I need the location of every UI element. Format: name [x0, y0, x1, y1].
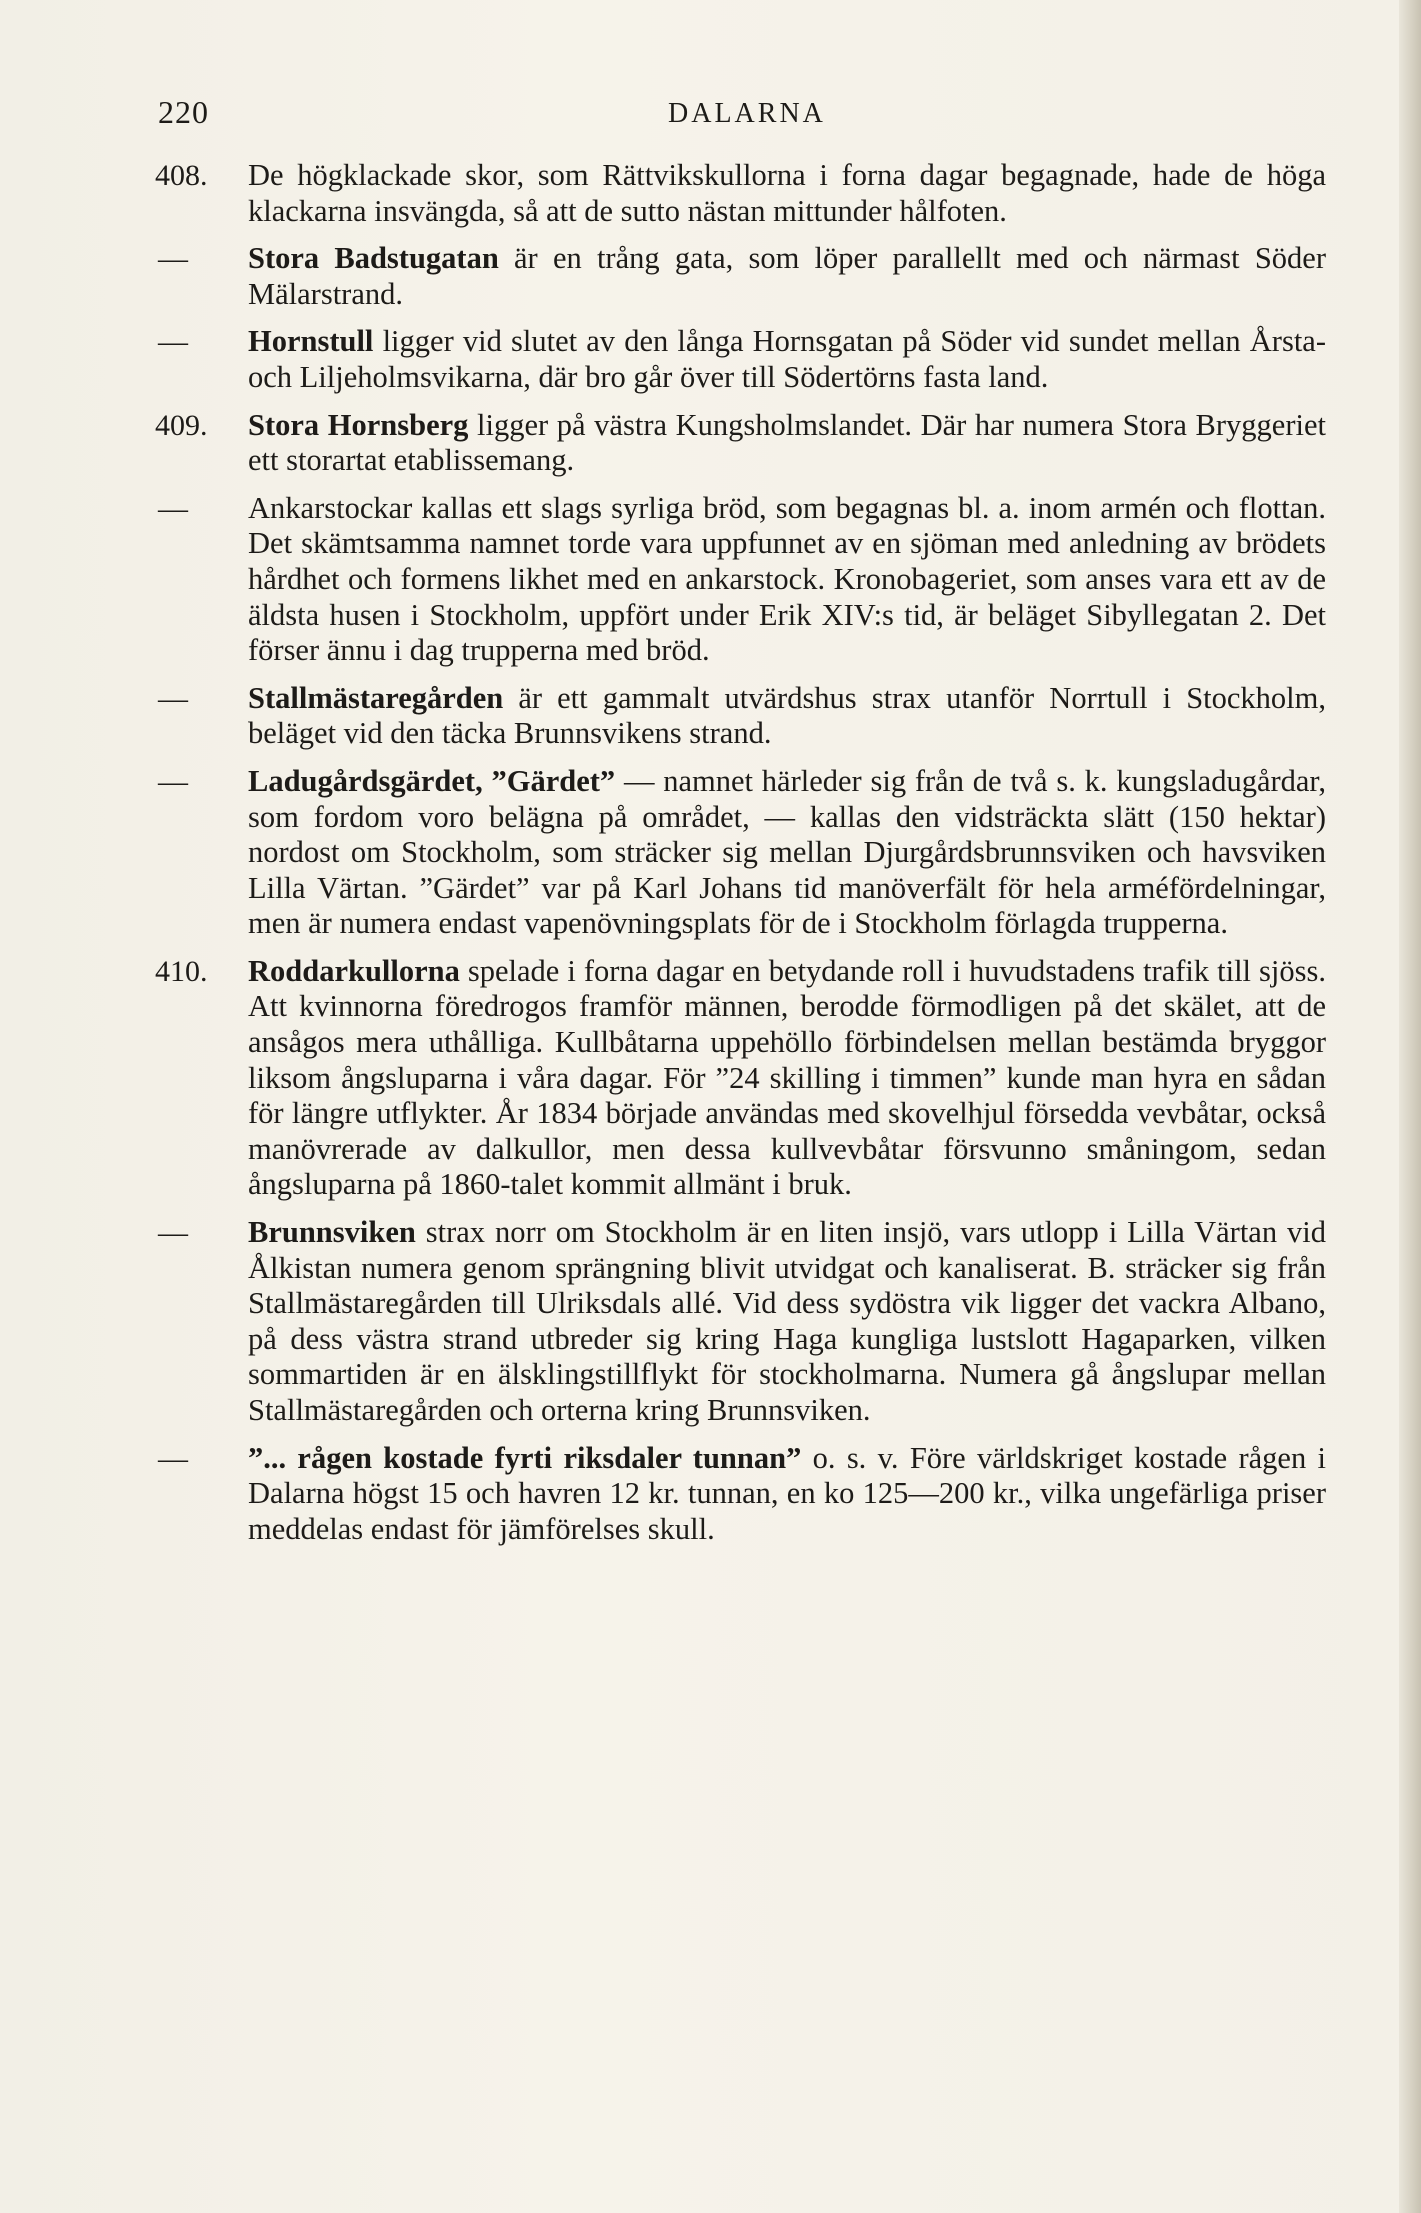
note-text: [248, 681, 1326, 752]
note-dash: —: [158, 681, 188, 715]
note-dash: —: [158, 1441, 188, 1475]
note-text: [248, 1441, 1326, 1548]
notes-body: [0, 158, 1421, 1559]
note-body: o. s. v. Före världskriget kostade rågen i Dalarna högst 15 och havren 12 kr. tunnan, en ko 125—200 kr., vilka ungefärliga priser meddelas endast för jämförelses skull.: [248, 1440, 1326, 1546]
note-dash: —: [158, 242, 188, 276]
note-dash: —: [158, 1216, 188, 1250]
note-body: är en trång gata, som löper parallellt med och närmast Söder Mälarstrand.: [248, 241, 1326, 311]
note-text: [248, 158, 1326, 229]
running-title: DALARNA: [668, 98, 826, 129]
note-keyword: Stallmästaregården: [248, 680, 504, 715]
note-body: — namnet härleder sig från de två s. k. kungsladugårdar, som fordom voro belägna på området, — kallas den vidsträckta slätt (150 hektar) nordost om Stockholm, som sträcker sig mellan Djurgårdsbrunnsviken och havsviken Lilla Värtan. ”Gärdet” var på Karl Johans tid manöverfält för hela arméfördelningar, men är numera endast vapenövningsplats för de i Stockholm förlagda trupperna.: [248, 763, 1326, 941]
note-body: Ankarstockar kallas ett slags syrliga bröd, som begagnas bl. a. inom armén och flottan. Det skämtsamma namnet torde vara uppfunnet av en sjöman med anledning av brödets hårdhet och formens likhet med en ankarstock. Kronobageriet, som anses vara ett av de äldsta husen i Stockholm, uppfört under Erik XIV:s tid, är beläget Sibyllegatan 2. Det förser ännu i dag trupperna med bröd.: [248, 490, 1326, 668]
note-text: [248, 408, 1326, 479]
note-keyword: Hornstull: [248, 324, 374, 359]
note-keyword: Ladugårdsgärdet, ”Gärdet”: [248, 763, 616, 798]
note-entry-hornstull: [0, 324, 1421, 395]
note-body: De högklackade skor, som Rättvikskullorna i forna dagar begagnade, hade de höga klackarna insvängda, så att de sutto nästan mittunder hålfoten.: [248, 158, 1326, 228]
note-text: [248, 241, 1326, 312]
note-entry-408-skor: [0, 158, 1421, 229]
note-text: [248, 1215, 1326, 1429]
note-body: strax norr om Stockholm är en liten insjö, vars utlopp i Lilla Värtan vid Ålkistan numera genom sprängning blivit utvidgat och kanaliserat. B. sträcker sig från Stallmästaregården till Ulriksdals allé. Vid dess sydöstra vik ligger det vackra Albano, på dess västra strand utbreder sig kring Haga kungliga lustslott Hagaparken, vilken sommartiden är en älsklingstillflykt för stockholmarna. Numera gå ångslupar mellan Stallmästaregården och orterna kring Brunnsviken.: [248, 1215, 1326, 1427]
note-entry-gardet: [0, 764, 1421, 942]
note-number: 408.: [155, 159, 208, 192]
note-entry-brunnsviken: [0, 1215, 1421, 1429]
note-entry-badstugatan: [0, 241, 1421, 312]
note-body: ligger på västra Kungsholmslandet. Där har numera Stora Bryggeriet ett storartat etablissemang.: [248, 407, 1326, 478]
note-number: 409.: [155, 408, 208, 442]
note-dash: —: [158, 325, 188, 359]
running-header: [158, 94, 1338, 138]
note-keyword: Brunnsviken: [248, 1215, 416, 1250]
note-entry-stallmastaregarden: [0, 681, 1421, 752]
page-number: 220: [158, 94, 209, 130]
note-keyword: Roddarkullorna: [248, 953, 460, 988]
note-entry-ragen: [0, 1441, 1421, 1548]
note-body: är ett gammalt utvärdshus strax utanför Norrtull i Stockholm, beläget vid den täcka Brunnsvikens strand.: [248, 680, 1326, 751]
note-dash: —: [158, 764, 188, 798]
note-entry-ankarstockar: [0, 491, 1421, 669]
note-text: [248, 491, 1326, 669]
note-entry-410-roddarkullorna: [0, 954, 1421, 1203]
note-text: [248, 954, 1326, 1203]
note-keyword: ”... rågen kostade fyrti riksdaler tunnan”: [248, 1440, 802, 1475]
note-text: [248, 324, 1326, 395]
note-entry-409-hornsberg: [0, 408, 1421, 479]
note-dash: —: [158, 491, 188, 525]
note-keyword: Stora Hornsberg: [248, 407, 469, 442]
note-body: spelade i forna dagar en betydande roll i huvudstadens trafik till sjöss. Att kvinnorna föredrogos framför männen, berodde förmodligen på det skälet, att de ansågos mera uthålliga. Kullbåtarna uppehöllo förbindelsen mellan bestämda bryggor liksom ångsluparna i våra dagar. För ”24 skilling i timmen” kunde man hyra en sådan för längre utflykter. År 1834 började användas med skovelhjul försedda vevbåtar, också manövrerade av dalkullor, men dessa kullvevbåtar försvunno småningom, sedan ångsluparna på 1860-talet kommit allmänt i bruk.: [248, 953, 1326, 1202]
note-text: [248, 764, 1326, 942]
note-number: 410.: [155, 954, 208, 988]
note-body: ligger vid slutet av den långa Hornsgatan på Söder vid sundet mellan Årsta- och Liljeholmsvikarna, där bro går över till Södertörns fasta land.: [248, 324, 1326, 394]
note-keyword: Stora Badstugatan: [248, 241, 499, 276]
